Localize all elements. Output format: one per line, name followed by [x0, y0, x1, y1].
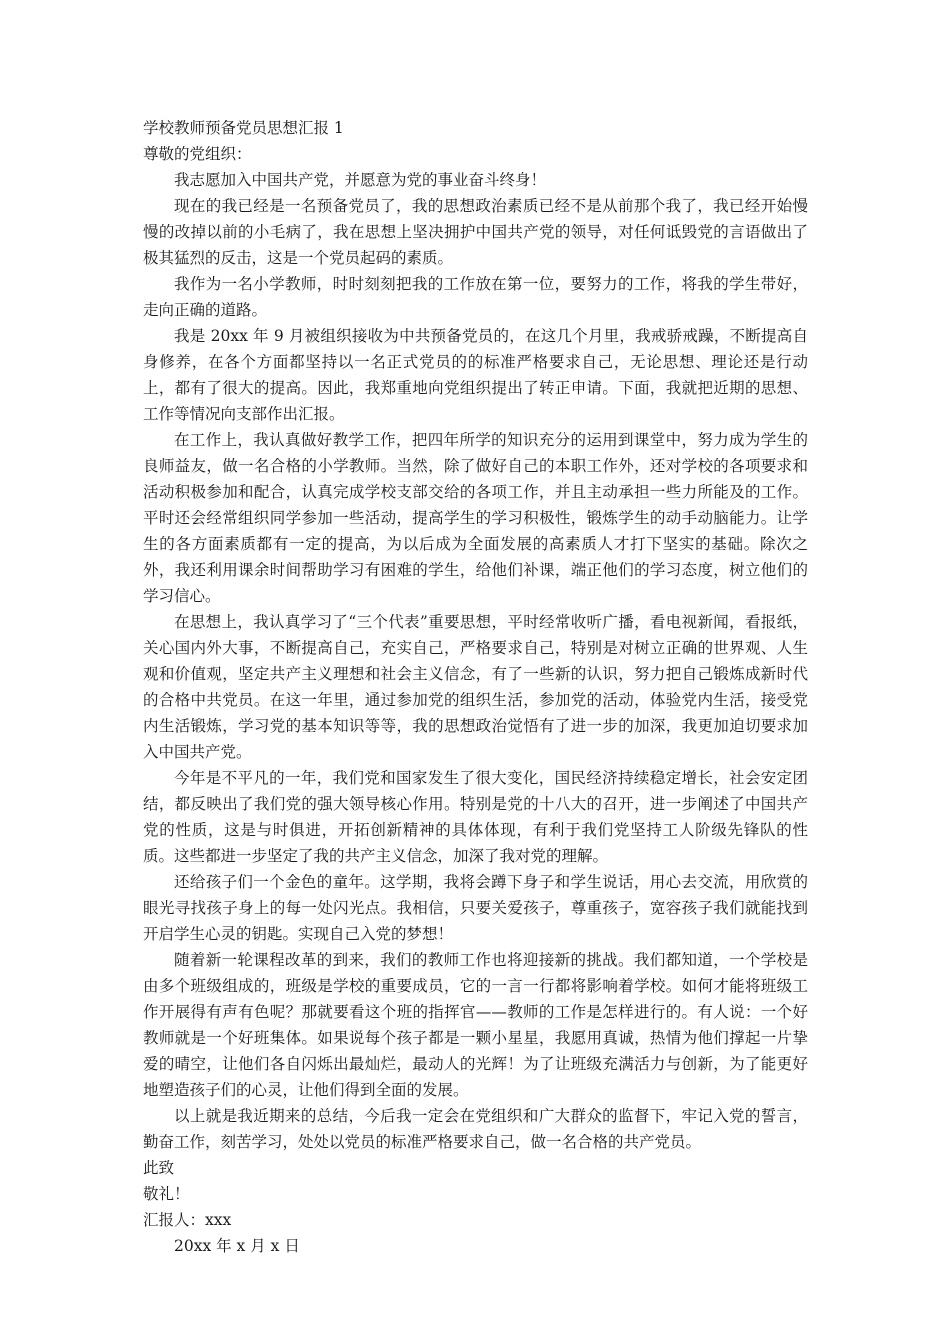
paragraph: 以上就是我近期来的总结，今后我一定会在党组织和广大群众的监督下，牢记入党的誓言，勤奋工作，刻苦学习，处处以党员的标准严格要求自己，做一名合格的共产党员。 — [143, 1107, 808, 1151]
paragraph: 随着新一轮课程改革的到来，我们的教师工作也将迎接新的挑战。我们都知道，一个学校是由多个班级组成的，班级是学校的重要成员，它的一言一行都将影响着学校。如何才能将班级工作开展得有声有色呢？那就要看这个班的指挥官——教师的工作是怎样进行的。有人说：一个好教师就是一个好班集体。如果说每个孩子都是一颗小星星，我愿用真诚，热情为他们撑起一片挚爱的晴空，让他们各自闪烁出最灿烂，最动人的光辉！为了让班级充满活力与创新，为了能更好地塑造孩子们的心灵，让他们得到全面的发展。 — [143, 951, 808, 1099]
paragraph: 我作为一名小学教师，时时刻刻把我的工作放在第一位，要努力的工作，将我的学生带好，走向正确的道路。 — [143, 275, 808, 319]
paragraph: 现在的我已经是一名预备党员了，我的思想政治素质已经不是从前那个我了，我已经开始慢慢的改掉以前的小毛病了，我在思想上坚决拥护中国共产党的领导，对任何诋毁党的言语做出了极其猛烈的反击，这是一个党员起码的素质。 — [143, 197, 808, 267]
paragraph: 还给孩子们一个金色的童年。这学期，我将会蹲下身子和学生说话，用心去交流，用欣赏的眼光寻找孩子身上的每一处闪光点。我相信，只要关爱孩子，尊重孩子，宽容孩子我们就能找到开启学生心灵的钥匙。实现自己入党的梦想！ — [143, 873, 808, 943]
report-date: 20xx 年 x 月 x 日 — [174, 1237, 300, 1255]
closing-salute: 敬礼！ — [143, 1185, 190, 1203]
paragraph: 在思想上，我认真学习了“三个代表”重要思想，平时经常收听广播，看电视新闻，看报纸，关心国内外大事，不断提高自己，充实自己，严格要求自己，特别是对树立正确的世界观、人生观和价值观，坚定共产主义理想和社会主义信念，有了一些新的认识，努力把自己锻炼成新时代的合格中共党员。在这一年里，通过参加党的组织生活，参加党的活动，体验党内生活，接受党内生活锻炼，学习党的基本知识等等，我的思想政治觉悟有了进一步的加深，我更加迫切要求加入中国共产党。 — [143, 613, 808, 761]
paragraph: 今年是不平凡的一年，我们党和国家发生了很大变化，国民经济持续稳定增长，社会安定团结，都反映出了我们党的强大领导核心作用。特别是党的十八大的召开，进一步阐述了中国共产党的性质，这是与时俱进，开拓创新精神的具体体现，有利于我们党坚持工人阶级先锋队的性质。这些都进一步坚定了我的共产主义信念，加深了我对党的理解。 — [143, 769, 808, 865]
reporter-signature: 汇报人：xxx — [143, 1211, 232, 1229]
paragraph: 我志愿加入中国共产党，并愿意为党的事业奋斗终身！ — [174, 171, 547, 189]
document-title: 学校教师预备党员思想汇报 1 — [143, 119, 344, 137]
closing-line: 此致 — [143, 1159, 175, 1177]
document-page — [143, 115, 808, 1259]
salutation: 尊敬的党组织： — [143, 145, 252, 163]
paragraph: 在工作上，我认真做好教学工作，把四年所学的知识充分的运用到课堂中，努力成为学生的良师益友，做一名合格的小学教师。当然，除了做好自己的本职工作外，还对学校的各项要求和活动积极参加和配合，认真完成学校支部交给的各项工作，并且主动承担一些力所能及的工作。平时还会经常组织同学参加一些活动，提高学生的学习积极性，锻炼学生的动手动脑能力。让学生的各方面素质都有一定的提高，为以后成为全面发展的高素质人才打下坚实的基础。除次之外，我还利用课余时间帮助学习有困难的学生，给他们补课，端正他们的学习态度，树立他们的学习信心。 — [143, 431, 808, 605]
paragraph: 我是 20xx 年 9 月被组织接收为中共预备党员的，在这几个月里，我戒骄戒躁，不断提高自身修养，在各个方面都坚持以一名正式党员的的标准严格要求自己，无论思想、理论还是行动上，都有了很大的提高。因此，我郑重地向党组织提出了转正申请。下面，我就把近期的思想、工作等情况向支部作出汇报。 — [143, 327, 808, 423]
